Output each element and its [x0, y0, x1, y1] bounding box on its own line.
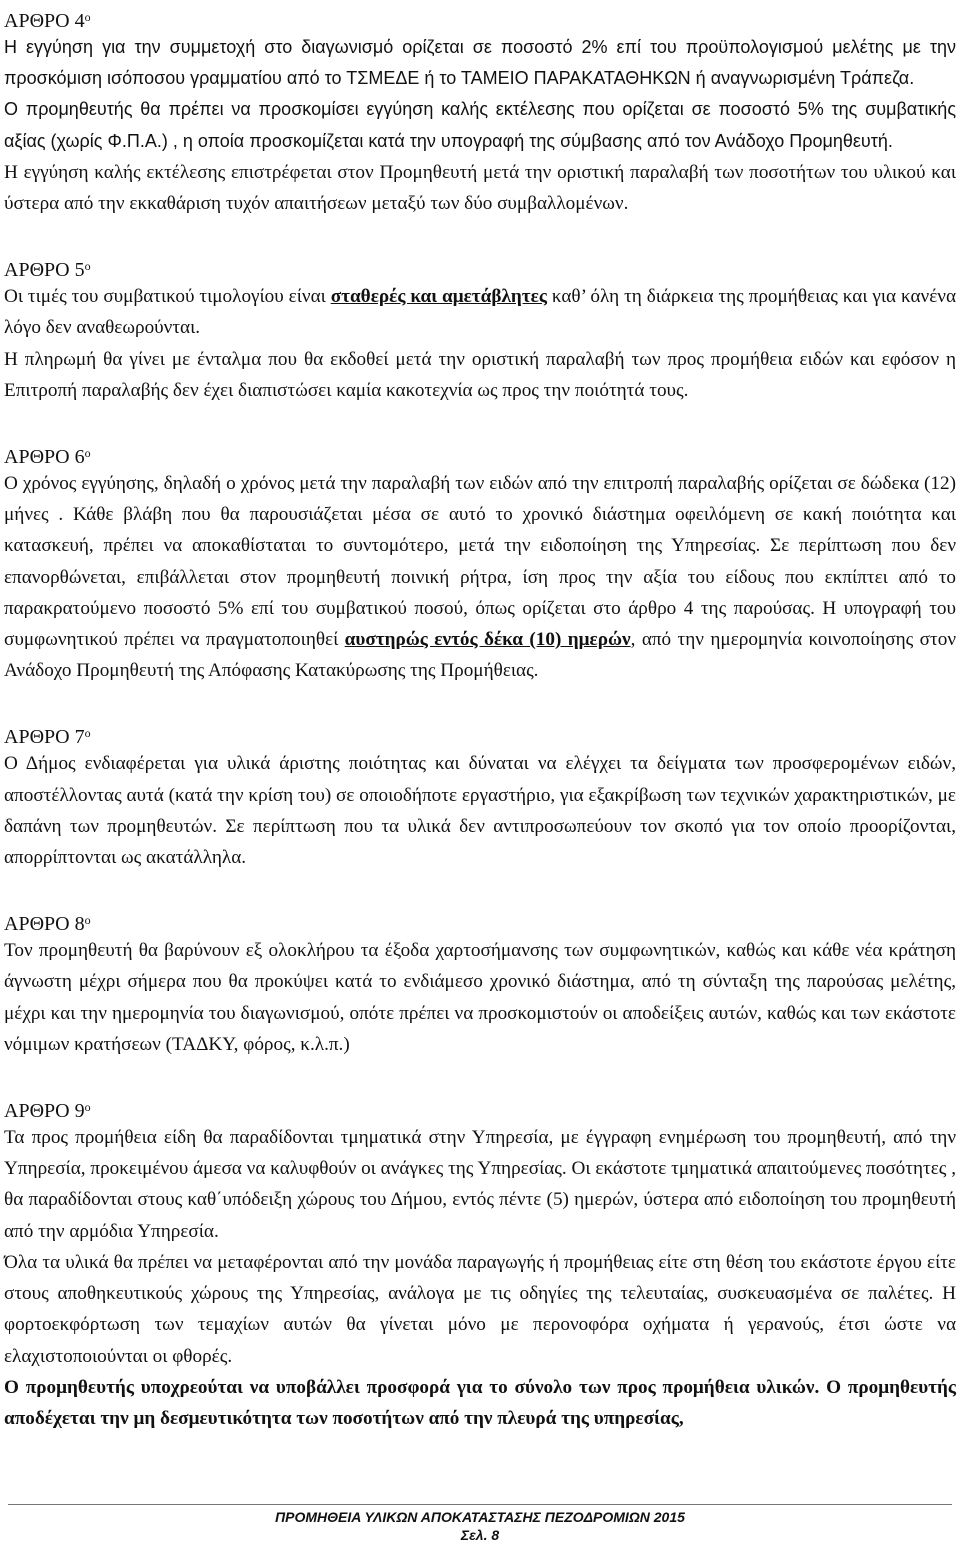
article-heading	[4, 905, 956, 935]
footer-page-number: Σελ. 8	[460, 1527, 500, 1543]
article-8	[4, 873, 956, 1060]
article-heading-text: ΑΡΘΡΟ 9	[4, 1100, 85, 1123]
article-paragraph	[4, 1372, 956, 1434]
article-heading	[4, 438, 956, 468]
article-spacer	[4, 873, 956, 903]
paragraph-text: καθ’ όλη τη διάρκεια της προμήθειας και για κανένα λόγο δεν αναθεωρούνται.	[4, 286, 956, 339]
paragraph-text: Η πληρωμή θα γίνει με ένταλμα που θα εκδοθεί μετά την οριστική παραλαβή των προς προμήθεια ειδών και εφόσον η Επιτροπή παραλαβής δεν έχει διαπιστώσει καμία κακοτεχνία ως προς την ποιότητά τους.	[4, 348, 956, 401]
article-heading	[4, 2, 956, 32]
paragraph-text: Η εγγύηση για την συμμετοχή στο διαγωνισμό ορίζεται σε ποσοστό 2% επί του προϋπολογισμού μελέτης με την προσκόμιση ισόποσου γραμματίου από το ΤΣΜΕΔΕ ή το ΤΑΜΕΙΟ ΠΑΡΑΚΑΤΑΘΗΚΩΝ ή αναγνωρισμένη Τράπεζα.	[4, 37, 956, 89]
article-spacer	[4, 219, 956, 249]
article-6	[4, 406, 956, 686]
article-heading-ordinal: ο	[84, 726, 91, 741]
article-7	[4, 686, 956, 873]
article-spacer	[4, 406, 956, 436]
paragraph-text: Ο Δήμος ενδιαφέρεται για υλικά άριστης ποιότητας και δύναται να ελέγχει τα δείγματα των προσφερομένων ειδών, αποστέλλοντας αυτά (κατά την κρίση του) σε οποιοδήποτε εργαστήριο, για εξακρίβωση των τεχνικών χαρακτηριστικών, με δαπάνη των προμηθευτών. Σε περίπτωση που τα υλικά δεν αντιπροσωπεύουν τον σκοπό για τον οποίο προορίζονται, απορρίπτονται ως ακατάλληλα.	[4, 753, 956, 869]
article-heading-text: ΑΡΘΡΟ 6	[4, 446, 85, 469]
paragraph-text: Η εγγύηση καλής εκτέλεσης επιστρέφεται στον Προμηθευτή μετά την οριστική παραλαβή των ποσοτήτων του υλικού και ύστερα από την εκκαθάριση τυχόν απαιτήσεων μεταξύ των δύο συμβαλλομένων.	[4, 161, 956, 215]
article-heading-text: ΑΡΘΡΟ 8	[4, 913, 85, 936]
article-heading-text: ΑΡΘΡΟ 7	[4, 726, 85, 749]
article-paragraph	[4, 344, 956, 406]
article-heading-ordinal: ο	[84, 446, 91, 461]
emphasized-text: Ο προμηθευτής υποχρεούται να υποβάλλει προσφορά για το σύνολο των προς προμήθεια υλικών. Ο προμηθευτής αποδέχεται την μη δεσμευτικότητα των ποσοτήτων από την πλευρά της υπηρεσίας,	[4, 1376, 956, 1429]
article-paragraph	[4, 1122, 956, 1247]
article-5	[4, 219, 956, 406]
footer-rule	[8, 1504, 952, 1505]
article-spacer	[4, 686, 956, 716]
article-paragraph	[4, 157, 956, 219]
emphasized-text: σταθερές και αμετάβλητες	[330, 286, 547, 308]
article-heading-ordinal: ο	[84, 10, 91, 24]
paragraph-text: Οι τιμές του συμβατικού τιμολογίου είναι	[4, 286, 331, 308]
paragraph-text: , από την ημερομηνία κοινοποίησης στον Ανάδοχο Προμηθευτή της Απόφασης Κατακύρωσης της Προμήθειας.	[4, 629, 956, 682]
page-footer	[0, 1508, 960, 1544]
article-heading	[4, 1092, 956, 1122]
footer-title: ΠΡΟΜΗΘΕΙΑ ΥΛΙΚΩΝ ΑΠΟΚΑΤΑΣΤΑΣΗΣ ΠΕΖΟΔΡΟΜΙΩΝ 2015	[275, 1509, 685, 1525]
article-paragraph	[4, 748, 956, 873]
article-spacer	[4, 1060, 956, 1090]
paragraph-text: Τον προμηθευτή θα βαρύνουν εξ ολοκλήρου τα έξοδα χαρτοσήμανσης των συμφωνητικών, καθώς και κάθε νέα κράτηση άγνωστη μέχρι σήμερα που θα προκύψει κατά το ενδιάμεσο χρονικό διάστημα, από τη σύνταξη της παρούσας μελέτης, μέχρι και την ημερομηνία του διαγωνισμού, οπότε πρέπει να προσκομιστούν οι αποδείξεις αυτών, καθώς και των εκάστοτε νόμιμων κρατήσεων (ΤΑΔΚΥ, φόρος, κ.λ.π.)	[4, 940, 956, 1055]
article-heading-ordinal: ο	[84, 913, 91, 928]
paragraph-text: Ο χρόνος εγγύησης, δηλαδή ο χρόνος μετά την παραλαβή των ειδών από την επιτροπή παραλαβής ορίζεται σε δώδεκα (12) μήνες . Κάθε βλάβη που θα παρουσιάζεται μέσα σε αυτό το χρονικό διάστημα οφειλόμενη σε κακή ποιότητα και κατασκευή, πρέπει να αποκαθίσταται το συντομότερο, μετά την ειδοποίηση της Υπηρεσίας. Σε περίπτωση που δεν επανορθώνεται, επιβάλλεται στον προμηθευτή ποινική ρήτρα, ίση προς την αξία του είδους που εκπίπτει από το παρακρατούμενο ποσοστό 5% επί του συμβατικού ποσού, όπως ορίζεται στο άρθρο 4 της παρούσας. Η υπογραφή του συμφωνητικού πρέπει να πραγματοποιηθεί	[4, 473, 956, 651]
article-paragraph	[4, 281, 956, 343]
article-heading-text: ΑΡΘΡΟ 4	[4, 10, 85, 32]
article-paragraph	[4, 1247, 956, 1372]
article-paragraph	[4, 468, 956, 686]
paragraph-text: Όλα τα υλικά θα πρέπει να μεταφέρονται από την μονάδα παραγωγής ή προμήθειας είτε στη θέση του εκάστοτε έργου είτε στους αποθηκευτικούς χώρους της Υπηρεσίας, ανάλογα με τις οδηγίες της τελευταίας, συσκευασμένα σε παλέτες. Η φορτοεκφόρτωση των τεμαχίων αυτών θα γίνεται μόνο με περονοφόρα οχήματα ή γερανούς, έτσι ώστε να ελαχιστοποιούνται οι φθορές.	[4, 1251, 956, 1367]
document-body	[4, 0, 956, 1434]
article-heading	[4, 251, 956, 281]
article-heading-ordinal: ο	[84, 259, 91, 274]
paragraph-text: Ο προμηθευτής θα πρέπει να προσκομίσει εγγύηση καλής εκτέλεσης που ορίζεται σε ποσοστό 5% της συμβατικής αξίας (χωρίς Φ.Π.Α.) , η οποία προσκομίζεται κατά την υπογραφή της σύμβασης από τον Ανάδοχο Προμηθευτή.	[4, 99, 956, 151]
article-4	[4, 2, 956, 219]
article-heading-text: ΑΡΘΡΟ 5	[4, 259, 85, 282]
emphasized-text: αυστηρώς εντός δέκα (10) ημερών	[344, 629, 631, 651]
article-paragraph	[4, 32, 956, 94]
article-heading	[4, 718, 956, 748]
article-heading-ordinal: ο	[84, 1100, 91, 1115]
article-paragraph	[4, 935, 956, 1060]
article-9	[4, 1060, 956, 1434]
article-paragraph	[4, 94, 956, 156]
paragraph-text: Τα προς προμήθεια είδη θα παραδίδονται τμηματικά στην Υπηρεσία, με έγγραφη ενημέρωση του προμηθευτή, από την Υπηρεσία, προκειμένου άμεσα να καλυφθούν οι ανάγκες της Υπηρεσίας. Οι εκάστοτε τμηματικά απαιτούμενες ποσότητες , θα παραδίδονται στους καθ΄υπόδειξη χώρους του Δήμου, εντός πέντε (5) ημερών, ύστερα από ειδοποίηση του προμηθευτή από την αρμόδια Υπηρεσία.	[4, 1127, 956, 1242]
